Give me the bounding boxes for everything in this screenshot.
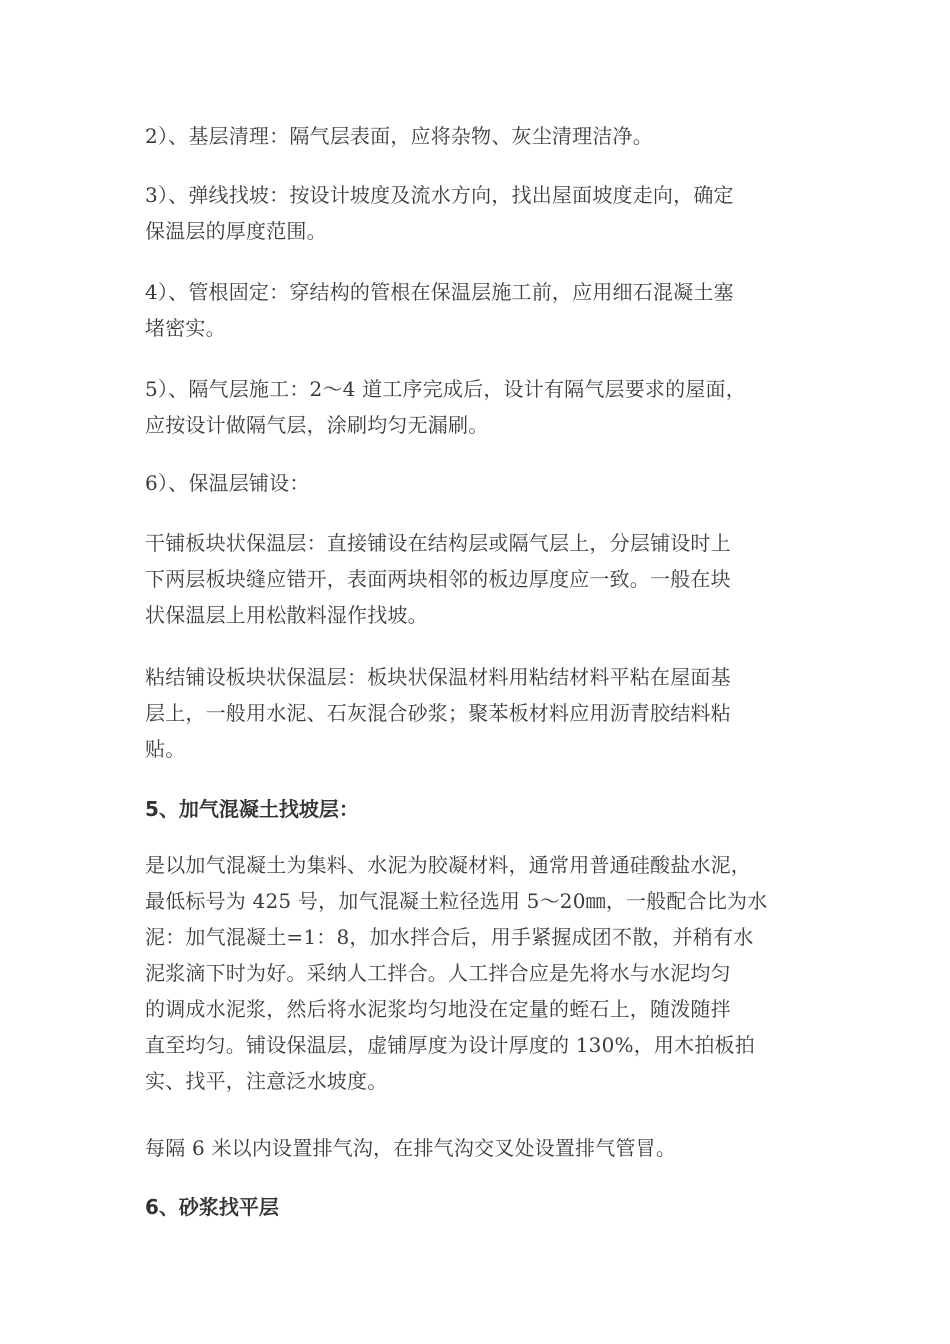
text-line: 干铺板块状保温层：直接铺设在结构层或隔气层上，分层铺设时上 [145,531,731,555]
paragraph-exhaust-ditch [145,1130,810,1166]
text-line: 的调成水泥浆，然后将水泥浆均匀地没在定量的蛭石上，随泼随拌 [145,997,731,1021]
text-line: 6）、保温层铺设： [145,471,310,495]
text-line: 泥浆滴下时为好。采纳人工拌合。人工拌合应是先将水与水泥均匀 [145,961,731,985]
text-line: 是以加气混凝土为集料、水泥为胶凝材料，通常用普通硅酸盐水泥， [145,853,751,877]
paragraph-bonded-laying [145,659,810,767]
paragraph-vapor-barrier [145,371,810,443]
text-line: 贴。 [145,737,186,761]
text-line: 保温层的厚度范围。 [145,219,327,243]
text-line: 5）、隔气层施工：2～4 道工序完成后，设计有隔气层要求的屋面， [145,377,746,401]
section-heading-mortar-leveling: 6、砂浆找平层 [145,1195,279,1219]
text-line: 层上，一般用水泥、石灰混合砂浆；聚苯板材料应用沥青胶结料粘 [145,701,731,725]
text-line: 下两层板块缝应错开，表面两块相邻的板边厚度应一致。一般在块 [145,567,731,591]
paragraph-aerated-concrete [145,847,810,1099]
text-line: 每隔 6 米以内设置排气沟，在排气沟交叉处设置排气管冒。 [145,1136,677,1160]
paragraph-base-cleaning [145,118,810,154]
text-line: 粘结铺设板块状保温层：板块状保温材料用粘结材料平粘在屋面基 [145,665,731,689]
text-line: 3）、弹线找坡：按设计坡度及流水方向，找出屋面坡度走向，确定 [145,183,734,207]
paragraph-insulation-laying [145,465,810,501]
paragraph-dry-laying [145,525,810,633]
paragraph-pipe-fixing [145,274,810,346]
text-line: 应按设计做隔气层，涂刷均匀无漏刷。 [145,413,489,437]
text-line: 2）、基层清理：隔气层表面，应将杂物、灰尘清理洁净。 [145,124,653,148]
text-line: 泥：加气混凝土=1：8，加水拌合后，用手紧握成团不散，并稍有水 [145,925,754,949]
text-line: 实、找平，注意泛水坡度。 [145,1069,388,1093]
text-line: 状保温层上用松散料湿作找坡。 [145,603,428,627]
text-line: 堵密实。 [145,316,226,340]
text-line: 4）、管根固定：穿结构的管根在保温层施工前，应用细石混凝土塞 [145,280,734,304]
section-heading-aerated-concrete: 5、加气混凝土找坡层： [145,797,359,821]
paragraph-slope-marking [145,177,810,249]
text-line: 直至均匀。铺设保温层，虚铺厚度为设计厚度的 130%，用木拍板拍 [145,1033,755,1057]
text-line: 最低标号为 425 号，加气混凝土粒径选用 5～20㎜，一般配合比为水 [145,889,768,913]
